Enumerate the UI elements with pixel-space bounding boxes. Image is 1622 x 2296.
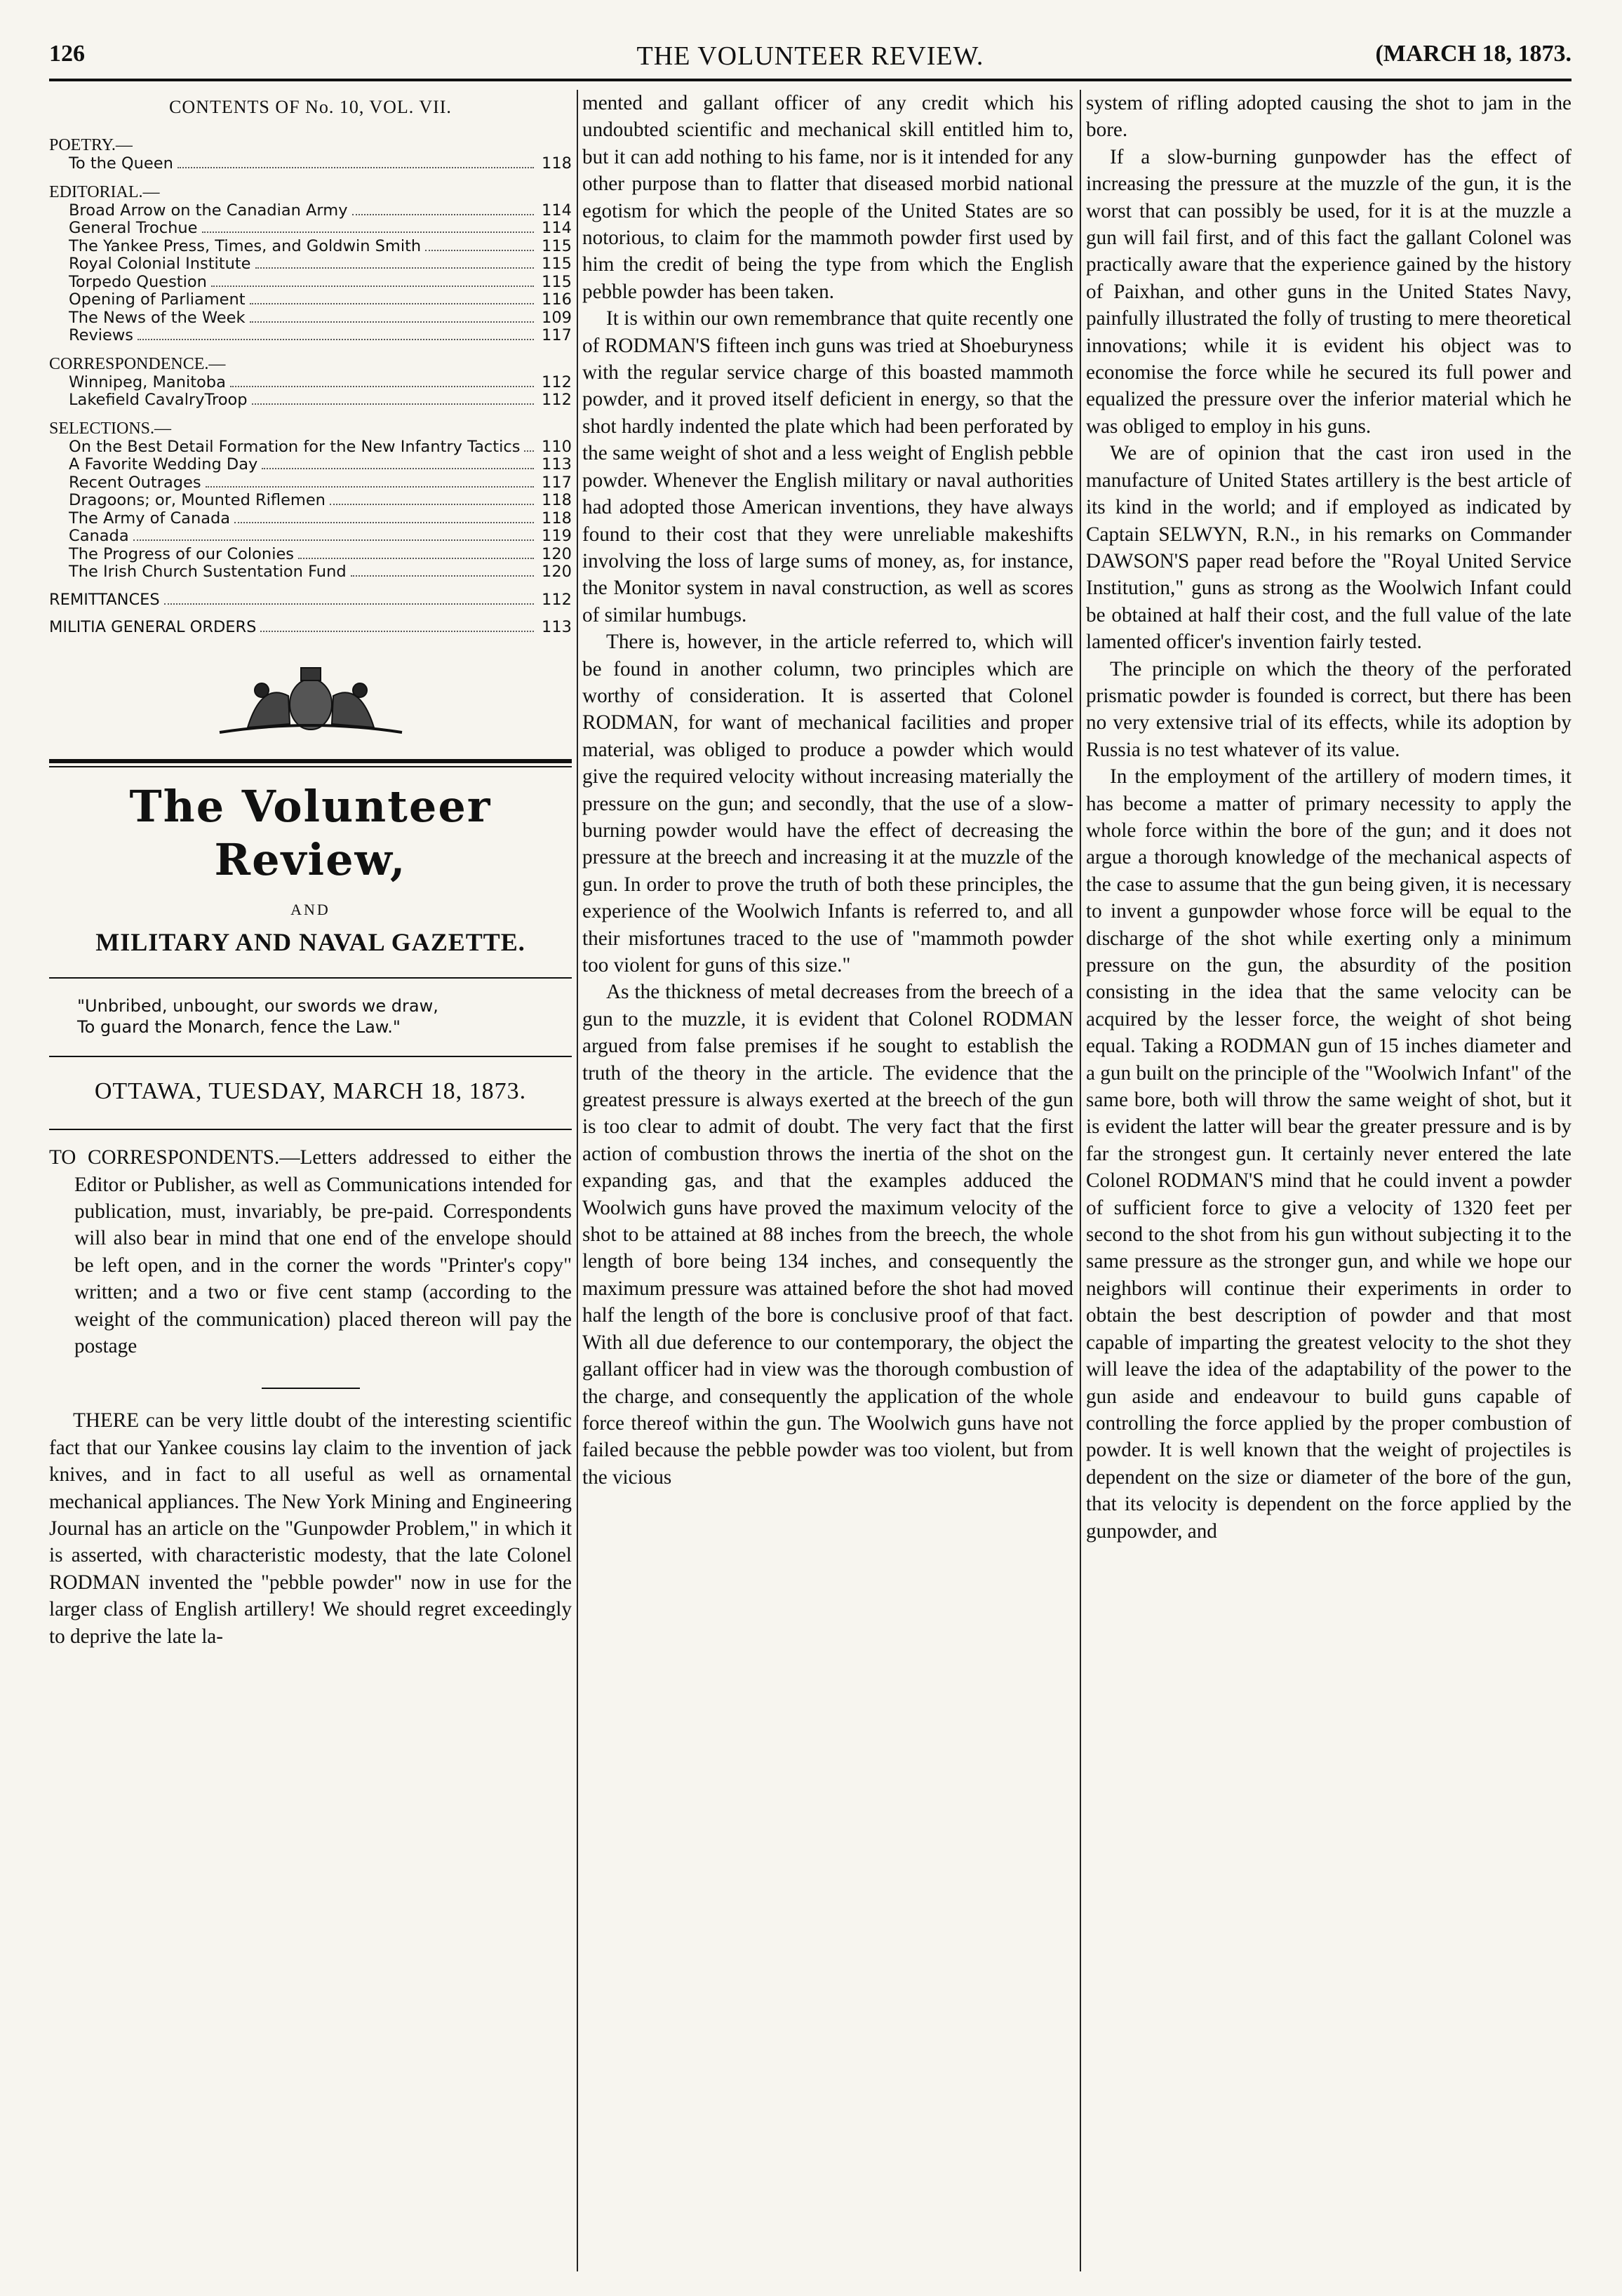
article-paragraph: There is, however, in the article referred to, which will be found in another column, two principles which are worthy of consideration. It is asserted that Colonel RODMAN, for want of mechanical facilities and proper material, was obliged to produce a powder which would give the required velocity without increasing materially the pressure on the gun; and secondly, that the use of a slow-burning powder would have the effect of decreasing the pressure at the breech and increasing it at the muzzle of the gun. In order to prove the truth of both these principles, the experience of the Woolwich Infants is referred to, and all their misfortunes traced to the use of "mammoth powder too violent for guns of this size." xyxy=(582,631,1073,976)
toc-leader xyxy=(133,539,534,541)
toc-page-number: 109 xyxy=(542,308,572,327)
toc-leader xyxy=(252,403,534,405)
toc-page-number: 112 xyxy=(542,590,572,609)
toc-page-number: 120 xyxy=(542,563,572,582)
toc-entry xyxy=(49,274,572,292)
article-paragraph: system of rifling adopted causing the shot to jam in the bore. xyxy=(1086,92,1571,142)
toc-entry-title: A Favorite Wedding Day xyxy=(69,455,258,474)
column-1 xyxy=(49,90,572,2271)
toc-entry xyxy=(49,220,572,238)
motto-line: To guard the Monarch, fence the Law." xyxy=(77,1016,401,1037)
toc-entry xyxy=(49,510,572,528)
notice-text: —Letters addressed to either the Editor or Publisher, as well as Communications intended for publication, must, invariably, be pre-paid. Correspondents will also bear in mind that one end of the envelope should be left open, and in the corner the words "Printer's copy" written; and a two or five cent stamp (according to the weight of the communication) placed thereon will pay the postage xyxy=(74,1146,572,1357)
article-paragraph: In the employment of the artillery of modern times, it has become a matter of primary necessity to apply the whole force within the bore of the gun; and it does not argue a thorough knowledge of the mechanical aspects of the case to assume that the gun being given, it is necessary to invent a gunpowder whose force will be equal to the discharge of the shot while exerting only a minimum pressure on the gun, the absurdity of the position consisting in the idea that the same velocity can be acquired by the lesser force, the weight of shot being equal. Taking a RODMAN gun of 15 inches diameter and a gun built on the principle of the "Woolwich Infant" of the same bore, both will throw the same weight of shot, but it is evident the latter will bear the greater pressure and is by far the strongest gun. It certainly never entered the late Colonel RODMAN'S mind that he could invent a powder of sufficient force to give a velocity of 1320 feet per second to the shot from his gun without subjecting it to the same pressure as the stronger gun, and while we hope our neighbors will continue their experiments in order to obtain the best description of powder and that most capable of imparting the greatest velocity to the shot they will leave the idea of the adaptability of the power to the gun aside and endeavour to build guns capable of controlling the force applied by the proper combustion of powder. It is well known that the weight of projectiles is dependent on the size or diameter of the bore of the gun, that its velocity is dependent on the force applied by the gunpowder, and xyxy=(1086,765,1571,1543)
toc-page-number: 118 xyxy=(542,509,572,528)
toc-leader xyxy=(352,214,534,215)
toc-leader xyxy=(262,468,534,469)
toc-page-number: 112 xyxy=(542,372,572,391)
toc-page-number: 120 xyxy=(542,544,572,563)
toc-entry xyxy=(49,291,572,309)
toc-page-number: 115 xyxy=(542,255,572,274)
article-lead-word: THERE xyxy=(73,1409,140,1432)
correspondents-notice xyxy=(49,1144,572,1360)
divider xyxy=(49,1056,572,1057)
toc-leader xyxy=(138,339,534,340)
toc-leader xyxy=(351,575,534,577)
column-2 xyxy=(582,90,1073,2271)
toc-section-heading: CORRESPONDENCE.— xyxy=(49,354,226,373)
toc-section-heading: MILITIA GENERAL ORDERS xyxy=(49,618,257,637)
motto-line: "Unbribed, unbought, our swords we draw, xyxy=(77,995,438,1016)
toc-entry xyxy=(49,391,572,410)
toc-leader xyxy=(164,603,534,605)
toc-page-number: 118 xyxy=(542,154,572,173)
article-paragraph: mented and gallant officer of any credit which his undoubted scientific and mechanical skill entitled him to, but it can add nothing to his fame, nor is it intended for any other purpose than to flatter that diseased morbid national egotism for which the people of the United States are so notorious, to claim for the mammoth powder first used by him the credit of being the type from which the English pebble powder has been taken. xyxy=(582,92,1073,303)
toc-entry xyxy=(49,546,572,564)
toc-entry-title: General Trochue xyxy=(69,219,198,238)
toc-page-number: 119 xyxy=(542,527,572,546)
toc-entry-title: Royal Colonial Institute xyxy=(69,255,251,274)
toc-page-number: 117 xyxy=(542,473,572,492)
toc-entry-title: Dragoons; or, Mounted Riflemen xyxy=(69,491,326,510)
toc-leader xyxy=(255,267,534,269)
masthead-subtitle: MILITARY AND NAVAL GAZETTE. xyxy=(95,928,525,957)
toc-entry-title: On the Best Detail Formation for the New Infantry Tactics xyxy=(69,437,521,456)
toc-leader xyxy=(250,303,534,304)
column-rule xyxy=(1080,90,1081,2271)
royal-crest-icon xyxy=(206,661,416,738)
toc-leader xyxy=(298,558,534,559)
toc-section-heading: EDITORIAL.— xyxy=(49,182,160,201)
toc-entry xyxy=(49,255,572,274)
toc-section-heading: REMITTANCES xyxy=(49,590,160,609)
toc-entry xyxy=(49,155,572,173)
toc-entry-title: Torpedo Question xyxy=(69,272,207,291)
toc-entry-title: The Irish Church Sustentation Fund xyxy=(69,563,347,582)
divider xyxy=(49,1129,572,1130)
toc-page-number: 114 xyxy=(542,219,572,238)
divider xyxy=(262,1388,360,1389)
motto xyxy=(49,984,572,1050)
toc-section-heading: POETRY.— xyxy=(49,136,133,155)
toc-entry xyxy=(49,438,572,457)
column-rule xyxy=(577,90,578,2271)
toc-entry-title: Opening of Parliament xyxy=(69,290,246,309)
toc-page-number: 113 xyxy=(542,455,572,474)
toc-entry-title: Reviews xyxy=(69,326,133,345)
table-of-contents xyxy=(49,136,572,637)
toc-leader xyxy=(206,486,534,488)
article-text: can be very little doubt of the interesting scientific fact that our Yankee cousins lay claim to the invention of jack knives, and in fact to all useful as well as ornamental mechanical appliances. The New York Mining and Engineering Journal has an article on the "Gunpowder Problem," in which it is asserted, with characteristic modesty, that the late Colonel RODMAN invented the "pebble powder" now in use for the larger class of English artillery! We should regret exceedingly to deprive the late la- xyxy=(49,1409,572,1648)
masthead-title: The Volunteer Review, xyxy=(129,780,492,885)
toc-entry-title: Winnipeg, Manitoba xyxy=(69,372,226,391)
toc-leader xyxy=(250,321,534,323)
toc-entry xyxy=(49,456,572,474)
toc-entry xyxy=(49,202,572,220)
toc-entry-title: The Progress of our Colonies xyxy=(69,544,295,563)
toc-page-number: 117 xyxy=(542,326,572,345)
toc-entry xyxy=(49,563,572,582)
running-title: THE VOLUNTEER REVIEW. xyxy=(636,41,984,71)
toc-entry xyxy=(49,238,572,256)
toc-leader xyxy=(425,250,534,251)
toc-page-number: 114 xyxy=(542,201,572,220)
running-head xyxy=(49,36,1571,76)
toc-leader xyxy=(177,167,534,168)
toc-entry-title: The Yankee Press, Times, and Goldwin Smith xyxy=(69,236,422,255)
toc-leader xyxy=(260,631,534,632)
toc-entry-title: Canada xyxy=(69,527,129,546)
toc-leader xyxy=(330,504,534,505)
article-paragraph xyxy=(49,1407,572,1650)
toc-entry-title: Broad Arrow on the Canadian Army xyxy=(69,201,348,220)
masthead-rule xyxy=(49,766,572,767)
toc-entry-title: Recent Outrages xyxy=(69,473,201,492)
toc-leader xyxy=(211,286,534,287)
toc-entry xyxy=(49,619,572,637)
toc-entry xyxy=(49,327,572,345)
dateline: OTTAWA, TUESDAY, MARCH 18, 1873. xyxy=(94,1077,527,1104)
toc-entry xyxy=(49,492,572,510)
article-paragraph: We are of opinion that the cast iron used in the manufacture of United States artillery is the best article of its kind in the world; and if employed as indicated by Captain SELWYN, R.N., in his remarks on Commander DAWSON'S paper read before the "Royal United Service Institution," guns as strong as the Woolwich Infant could be obtained at half their cost, and the full value of the late lamented officer's invention fairly tested. xyxy=(1086,442,1571,654)
masthead-and: AND xyxy=(290,900,330,918)
toc-entry xyxy=(49,309,572,328)
toc-leader xyxy=(524,450,534,452)
toc-entry xyxy=(49,528,572,546)
toc-entry xyxy=(49,591,572,610)
toc-section-heading: SELECTIONS.— xyxy=(49,419,171,438)
article-paragraph: As the thickness of metal decreases from the breech of a gun to the muzzle, it is evident that Colonel RODMAN argued from false premises if he sought to establish the truth of the theory in the article. The evidence that the greatest pressure is always exerted at the breech of the gun is too clear to admit of doubt. The very fact that the first action of combustion throws the inertia of the shot on the expanding gas, and that the examples adduced the Woolwich guns have proved the maximum velocity of the shot to be attained at 88 inches from the breech, the whole length of bore being 134 inches, and consequently the maximum pressure was attained before the shot had moved half the length of the bore is conclusive proof of that fact. With all due deference to our contemporary, the object the gallant officer had in view was the thorough combustion of the charge, and consequently the application of the whole force thereof within the gun. The Woolwich guns have not failed because the pebble powder was too violent, but from the vicious xyxy=(582,981,1073,1489)
divider xyxy=(49,977,572,979)
head-rule xyxy=(49,79,1571,81)
toc-entry-title: The Army of Canada xyxy=(69,509,231,528)
article-paragraph: If a slow-burning gunpowder has the effect of increasing the pressure at the muzzle of the gun, it is the worst that can possibly be used, for it is at the muzzle a gun will fail first, and of this fact the gallant Colonel was practically aware that the experience gained by the history of Paixhan, and other guns in the United States Navy, painfully illustrated the folly of trusting to mere theoretical innovations; while it is evident his object was to economise the force while he secured its full power and equalized the pressure over the inferior material which he was obliged to employ in his guns. xyxy=(1086,145,1571,438)
toc-page-number: 116 xyxy=(542,290,572,309)
toc-page-number: 112 xyxy=(542,391,572,410)
page-number: 126 xyxy=(49,41,85,67)
column-3 xyxy=(1086,90,1571,2271)
contents-title: CONTENTS OF No. 10, VOL. VII. xyxy=(169,97,452,117)
toc-entry xyxy=(49,374,572,392)
toc-leader xyxy=(234,522,534,523)
toc-entry xyxy=(49,474,572,492)
toc-page-number: 113 xyxy=(542,618,572,637)
toc-entry-title: The News of the Week xyxy=(69,308,246,327)
toc-page-number: 115 xyxy=(542,236,572,255)
toc-entry-title: To the Queen xyxy=(69,154,173,173)
toc-leader xyxy=(202,231,534,233)
article-paragraph: The principle on which the theory of the perforated prismatic powder is founded is correct, but there has been no very extensive trial of its effects, while its adoption by Russia is no test whatever of its value. xyxy=(1086,657,1571,761)
toc-page-number: 110 xyxy=(542,437,572,456)
article-paragraph: It is within our own remembrance that quite recently one of RODMAN'S fifteen inch guns was tried at Shoeburyness with the regular service charge of this boasted mammoth powder, and it proved itself deficient in energy, so that the shot hardly indented the plate which had been perforated by the same weight of shot and a less weight of English pebble powder. Whenever the English military or naval authorities had adopted those American inventions, they have always found to their cost that they were unreliable makeshifts involving the loss of large sums of money, as, for instance, the Monitor system in naval construction, as well as scores of similar humbugs. xyxy=(582,307,1073,626)
toc-page-number: 115 xyxy=(542,272,572,291)
toc-entry-title: Lakefield CavalryTroop xyxy=(69,391,248,410)
toc-page-number: 118 xyxy=(542,491,572,510)
masthead-rule xyxy=(49,759,572,763)
running-date: (MARCH 18, 1873. xyxy=(1375,41,1571,67)
toc-leader xyxy=(230,386,534,387)
notice-lead: TO CORRESPONDENTS. xyxy=(49,1146,280,1169)
